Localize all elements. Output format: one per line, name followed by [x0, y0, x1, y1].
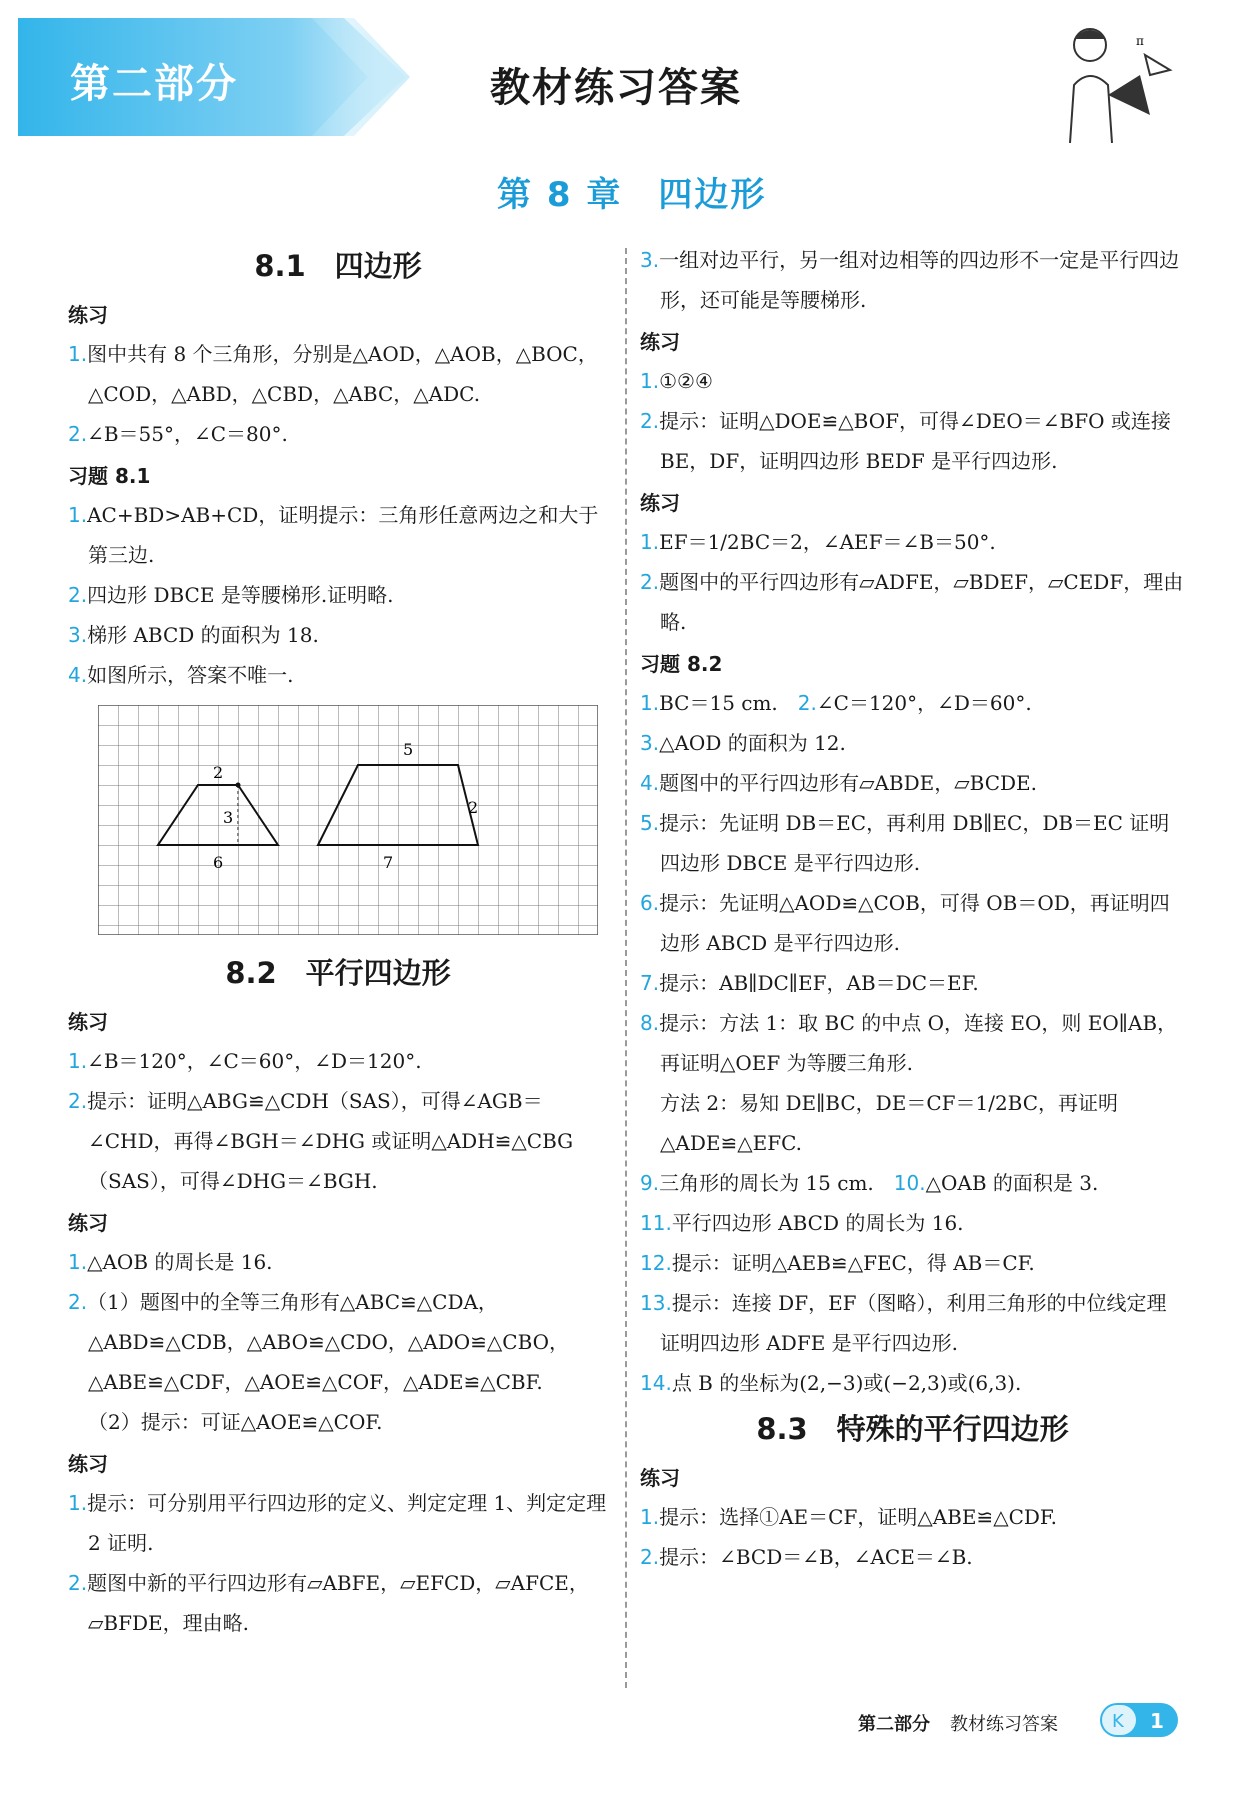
subheading: 练习: [640, 330, 680, 354]
answer-item: 2.∠B＝55°，∠C＝80°.: [68, 422, 288, 446]
answer-item: 8.提示：方法 1：取 BC 的中点 O，连接 EO，则 EO∥AB，再证明△OEF 为等腰三角形.: [640, 1011, 1178, 1075]
page-badge: [1100, 1703, 1178, 1737]
fig-label: 7: [383, 853, 394, 872]
answer-item: 2.四边形 DBCE 是等腰梯形.证明略.: [68, 583, 394, 607]
answer-item: 4.题图中的平行四边形有▱ABDE，▱BCDE.: [640, 771, 1037, 795]
right-column: [640, 240, 1185, 1577]
svg-text:π: π: [1136, 34, 1144, 48]
answer-item: 5.提示：先证明 DB＝EC，再利用 DB∥EC，DB＝EC 证明四边形 DBCE 是平行四边形.: [640, 811, 1170, 875]
fig-label: 6: [213, 853, 224, 872]
answer-item: 2.提示：证明△DOE≌△BOF，可得∠DEO＝∠BFO 或连接 BE，DF，证明四边形 BEDF 是平行四边形.: [640, 409, 1171, 473]
answer-item: 1.BC＝15 cm. 2.∠C＝120°，∠D＝60°.: [640, 691, 1032, 715]
grid-figure: [98, 705, 598, 935]
fig-label: 3: [223, 808, 234, 827]
fig-label: 2: [468, 798, 479, 817]
answer-item: 1.∠B＝120°，∠C＝60°，∠D＝120°.: [68, 1049, 422, 1073]
answer-item: 3.△AOD 的面积为 12.: [640, 731, 846, 755]
subheading: 练习: [68, 1010, 108, 1034]
answer-item: 1.①②④: [640, 369, 713, 393]
footer: [858, 1710, 1058, 1736]
answer-item: 7.提示：AB∥DC∥EF，AB＝DC＝EF.: [640, 971, 979, 995]
answer-item: 9.三角形的周长为 15 cm. 10.△OAB 的面积是 3.: [640, 1171, 1099, 1195]
answer-item: （2）提示：可证△AOE≌△COF.: [88, 1410, 383, 1434]
answer-item: 3.梯形 ABCD 的面积为 18.: [68, 623, 319, 647]
answer-item: 1.图中共有 8 个三角形，分别是△AOD，△AOB，△BOC，△COD，△ABD，△CBD，△ABC，△ADC.: [68, 342, 598, 406]
answer-item: 2.题图中的平行四边形有▱ADFE，▱BDEF，▱CEDF，理由略.: [640, 570, 1184, 634]
answer-item: 方法 2：易知 DE∥BC，DE＝CF＝1/2BC，再证明△ADE≌△EFC.: [660, 1091, 1119, 1155]
answer-item: 1.提示：可分别用平行四边形的定义、判定定理 1、判定定理 2 证明.: [68, 1491, 607, 1555]
answer-item: 1.AC+BD>AB+CD，证明提示：三角形任意两边之和大于第三边.: [68, 503, 599, 567]
subheading: 练习: [68, 303, 108, 327]
subheading: 练习: [68, 1211, 108, 1235]
answer-item: 3.一组对边平行，另一组对边相等的四边形不一定是平行四边形，还可能是等腰梯形.: [640, 248, 1180, 312]
answer-item: 2.提示：证明△ABG≌△CDH（SAS），可得∠AGB＝∠CHD，再得∠BGH＝∠DHG 或证明△ADH≌△CBG（SAS），可得∠DHG＝∠BGH.: [68, 1089, 574, 1193]
grid-svg: [98, 705, 598, 935]
subheading: 习题 8.2: [640, 652, 723, 676]
column-divider: [625, 248, 627, 1688]
page-number: 1: [1150, 1709, 1164, 1733]
section-8-2-title: 8.2 平行四边形: [225, 956, 451, 990]
answer-item: 6.提示：先证明△AOD≌△COB，可得 OB＝OD，再证明四边形 ABCD 是平行四边形.: [640, 891, 1170, 955]
subheading: 练习: [68, 1452, 108, 1476]
footer-part: 第二部分: [858, 1714, 930, 1735]
answer-item: 13.提示：连接 DF，EF（图略），利用三角形的中位线定理证明四边形 ADFE 是平行四边形.: [640, 1291, 1167, 1355]
answer-item: 11.平行四边形 ABCD 的周长为 16.: [640, 1211, 964, 1235]
page-title: 教材练习答案: [490, 65, 742, 111]
answer-item: 2.提示：∠BCD＝∠B，∠ACE＝∠B.: [640, 1545, 973, 1569]
subheading: 练习: [640, 491, 680, 515]
part-label: 第二部分: [70, 61, 238, 107]
subheading: 习题 8.1: [68, 464, 151, 488]
answer-item: 12.提示：证明△AEB≌△FEC，得 AB＝CF.: [640, 1251, 1035, 1275]
answer-item: 4.如图所示，答案不唯一.: [68, 663, 294, 687]
answer-item: 14.点 B 的坐标为(2,−3)或(−2,3)或(6,3).: [640, 1371, 1022, 1395]
answer-item: 1.EF＝1/2BC＝2，∠AEF＝∠B＝50°.: [640, 530, 996, 554]
badge-letter: K: [1112, 1711, 1124, 1732]
footer-title: 教材练习答案: [950, 1714, 1058, 1735]
fig-label: 5: [403, 740, 414, 759]
answer-item: 2.题图中新的平行四边形有▱ABFE，▱EFCD，▱AFCE，▱BFDE，理由略.: [68, 1571, 589, 1635]
student-illustration: [1050, 15, 1180, 143]
fig-label: 2: [213, 763, 224, 782]
chapter-title: 第 8 章 四边形: [497, 175, 767, 215]
section-8-1-title: 8.1 四边形: [254, 249, 422, 283]
answer-item: 2.（1）题图中的全等三角形有△ABC≌△CDA，△ABD≌△CDB，△ABO≌△CDO，△ADO≌△CBO，△ABE≌△CDF，△AOE≌△COF，△ADE≌△CBF.: [68, 1290, 570, 1394]
answer-item: 1.△AOB 的周长是 16.: [68, 1250, 273, 1274]
left-column: [68, 240, 608, 1643]
section-8-3-title: 8.3 特殊的平行四边形: [756, 1412, 1069, 1446]
subheading: 练习: [640, 1466, 680, 1490]
answer-item: 1.提示：选择①AE＝CF，证明△ABE≌△CDF.: [640, 1505, 1058, 1529]
